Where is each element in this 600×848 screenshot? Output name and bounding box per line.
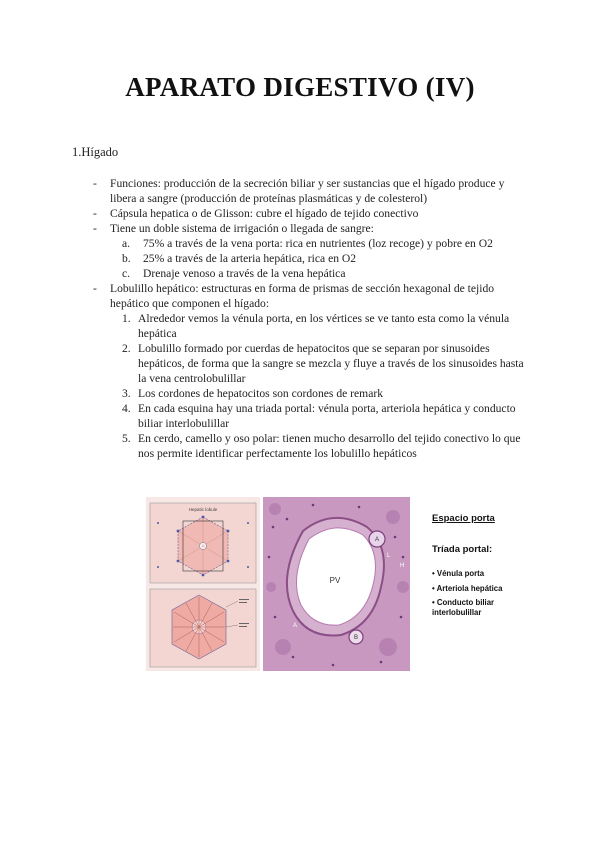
hepatic-lobule-diagram <box>146 497 260 671</box>
label-a-upper: A <box>374 537 380 543</box>
irrigation-item-b <box>93 251 533 266</box>
lobule-point-2 <box>93 341 533 386</box>
bullet-text: Cápsula hepatica o de Glisson: cubre el hígado de tejido conectivo <box>110 207 419 220</box>
portal-space-histology <box>263 497 410 671</box>
num-marker: 3. <box>122 387 131 400</box>
sub-marker: b. <box>122 252 131 265</box>
lobule-point-4 <box>93 401 533 431</box>
lobule-point-1 <box>93 311 533 341</box>
bullet-text: Tiene un doble sistema de irrigación o llegada de sangre: <box>110 222 374 235</box>
bullet-marker: - <box>93 177 97 190</box>
lobule-point-5 <box>93 431 533 461</box>
bullet-marker: - <box>93 207 97 220</box>
num-text: En cada esquina hay una triada portal: vénula porta, arteriola hepática y conducto biliar interlobulillar <box>138 402 516 430</box>
num-text: En cerdo, camello y oso polar: tienen mucho desarrollo del tejido conectivo lo que nos permite identificar perfectamente los lobulillo hepáticos <box>138 432 521 460</box>
legend-title: Espacio porta <box>432 513 495 524</box>
legend-item: • Conducto biliar interlobulillar <box>432 598 495 617</box>
irrigation-item-c <box>93 266 533 281</box>
label-pv: PV <box>329 576 341 585</box>
legend-item: • Arteriola hepática <box>432 583 503 593</box>
lobule-point-3 <box>93 386 533 401</box>
sub-text: 25% a través de la arteria hepática, rica en O2 <box>143 252 357 265</box>
num-marker: 2. <box>122 342 131 355</box>
num-text: Alrededor vemos la vénula porta, en los vértices se ve tanto esta como la vénula hepática <box>138 312 510 340</box>
liver-figure <box>146 497 520 671</box>
bullet-text: Funciones: producción de la secreción biliar y ser sustancias que el hígado produce y libera a sangre (producción de proteínas plasmáticas y de colesterol) <box>110 177 505 205</box>
content-body <box>93 176 533 461</box>
legend-list <box>432 569 520 617</box>
bullet-lobule <box>93 281 533 311</box>
num-marker: 4. <box>122 402 131 415</box>
sub-marker: a. <box>122 237 131 250</box>
section-heading: 1.Hígado <box>72 145 119 159</box>
num-marker: 5. <box>122 432 131 445</box>
bullet-marker: - <box>93 222 97 235</box>
legend-item: • Vénula porta <box>432 569 485 578</box>
legend-subtitle: Tríada portal: <box>432 544 493 555</box>
bullet-irrigation <box>93 221 533 236</box>
sub-text: Drenaje venoso a través de la vena hepática <box>143 267 346 280</box>
num-marker: 1. <box>122 312 131 325</box>
label-b: B <box>353 635 359 641</box>
bullet-capsule <box>93 206 533 221</box>
sub-marker: c. <box>122 267 131 280</box>
label-a-lower: A <box>293 623 298 629</box>
bullet-functions <box>93 176 533 206</box>
diagram-label: Hepatic lobule <box>188 507 218 512</box>
irrigation-item-a <box>93 236 533 251</box>
label-l: L <box>387 553 391 559</box>
num-text: Lobulillo formado por cuerdas de hepatocitos que se separan por sinusoides hepáticos, de forma que la sangre se mezcla y fluye a través de los sinusoides hasta la vena centrolobulillar <box>138 342 524 385</box>
label-h: H <box>400 563 405 569</box>
page-title: APARATO DIGESTIVO (IV) <box>125 72 475 102</box>
bullet-marker: - <box>93 282 97 295</box>
num-text: Los cordones de hepatocitos son cordones de remark <box>138 387 384 400</box>
sub-text: 75% a través de la vena porta: rica en nutrientes (loz recoge) y pobre en O2 <box>143 237 493 250</box>
figure-legend <box>432 513 520 622</box>
bullet-text: Lobulillo hepático: estructuras en forma de prismas de sección hexagonal de tejido hepático que componen el hígado: <box>110 282 495 310</box>
